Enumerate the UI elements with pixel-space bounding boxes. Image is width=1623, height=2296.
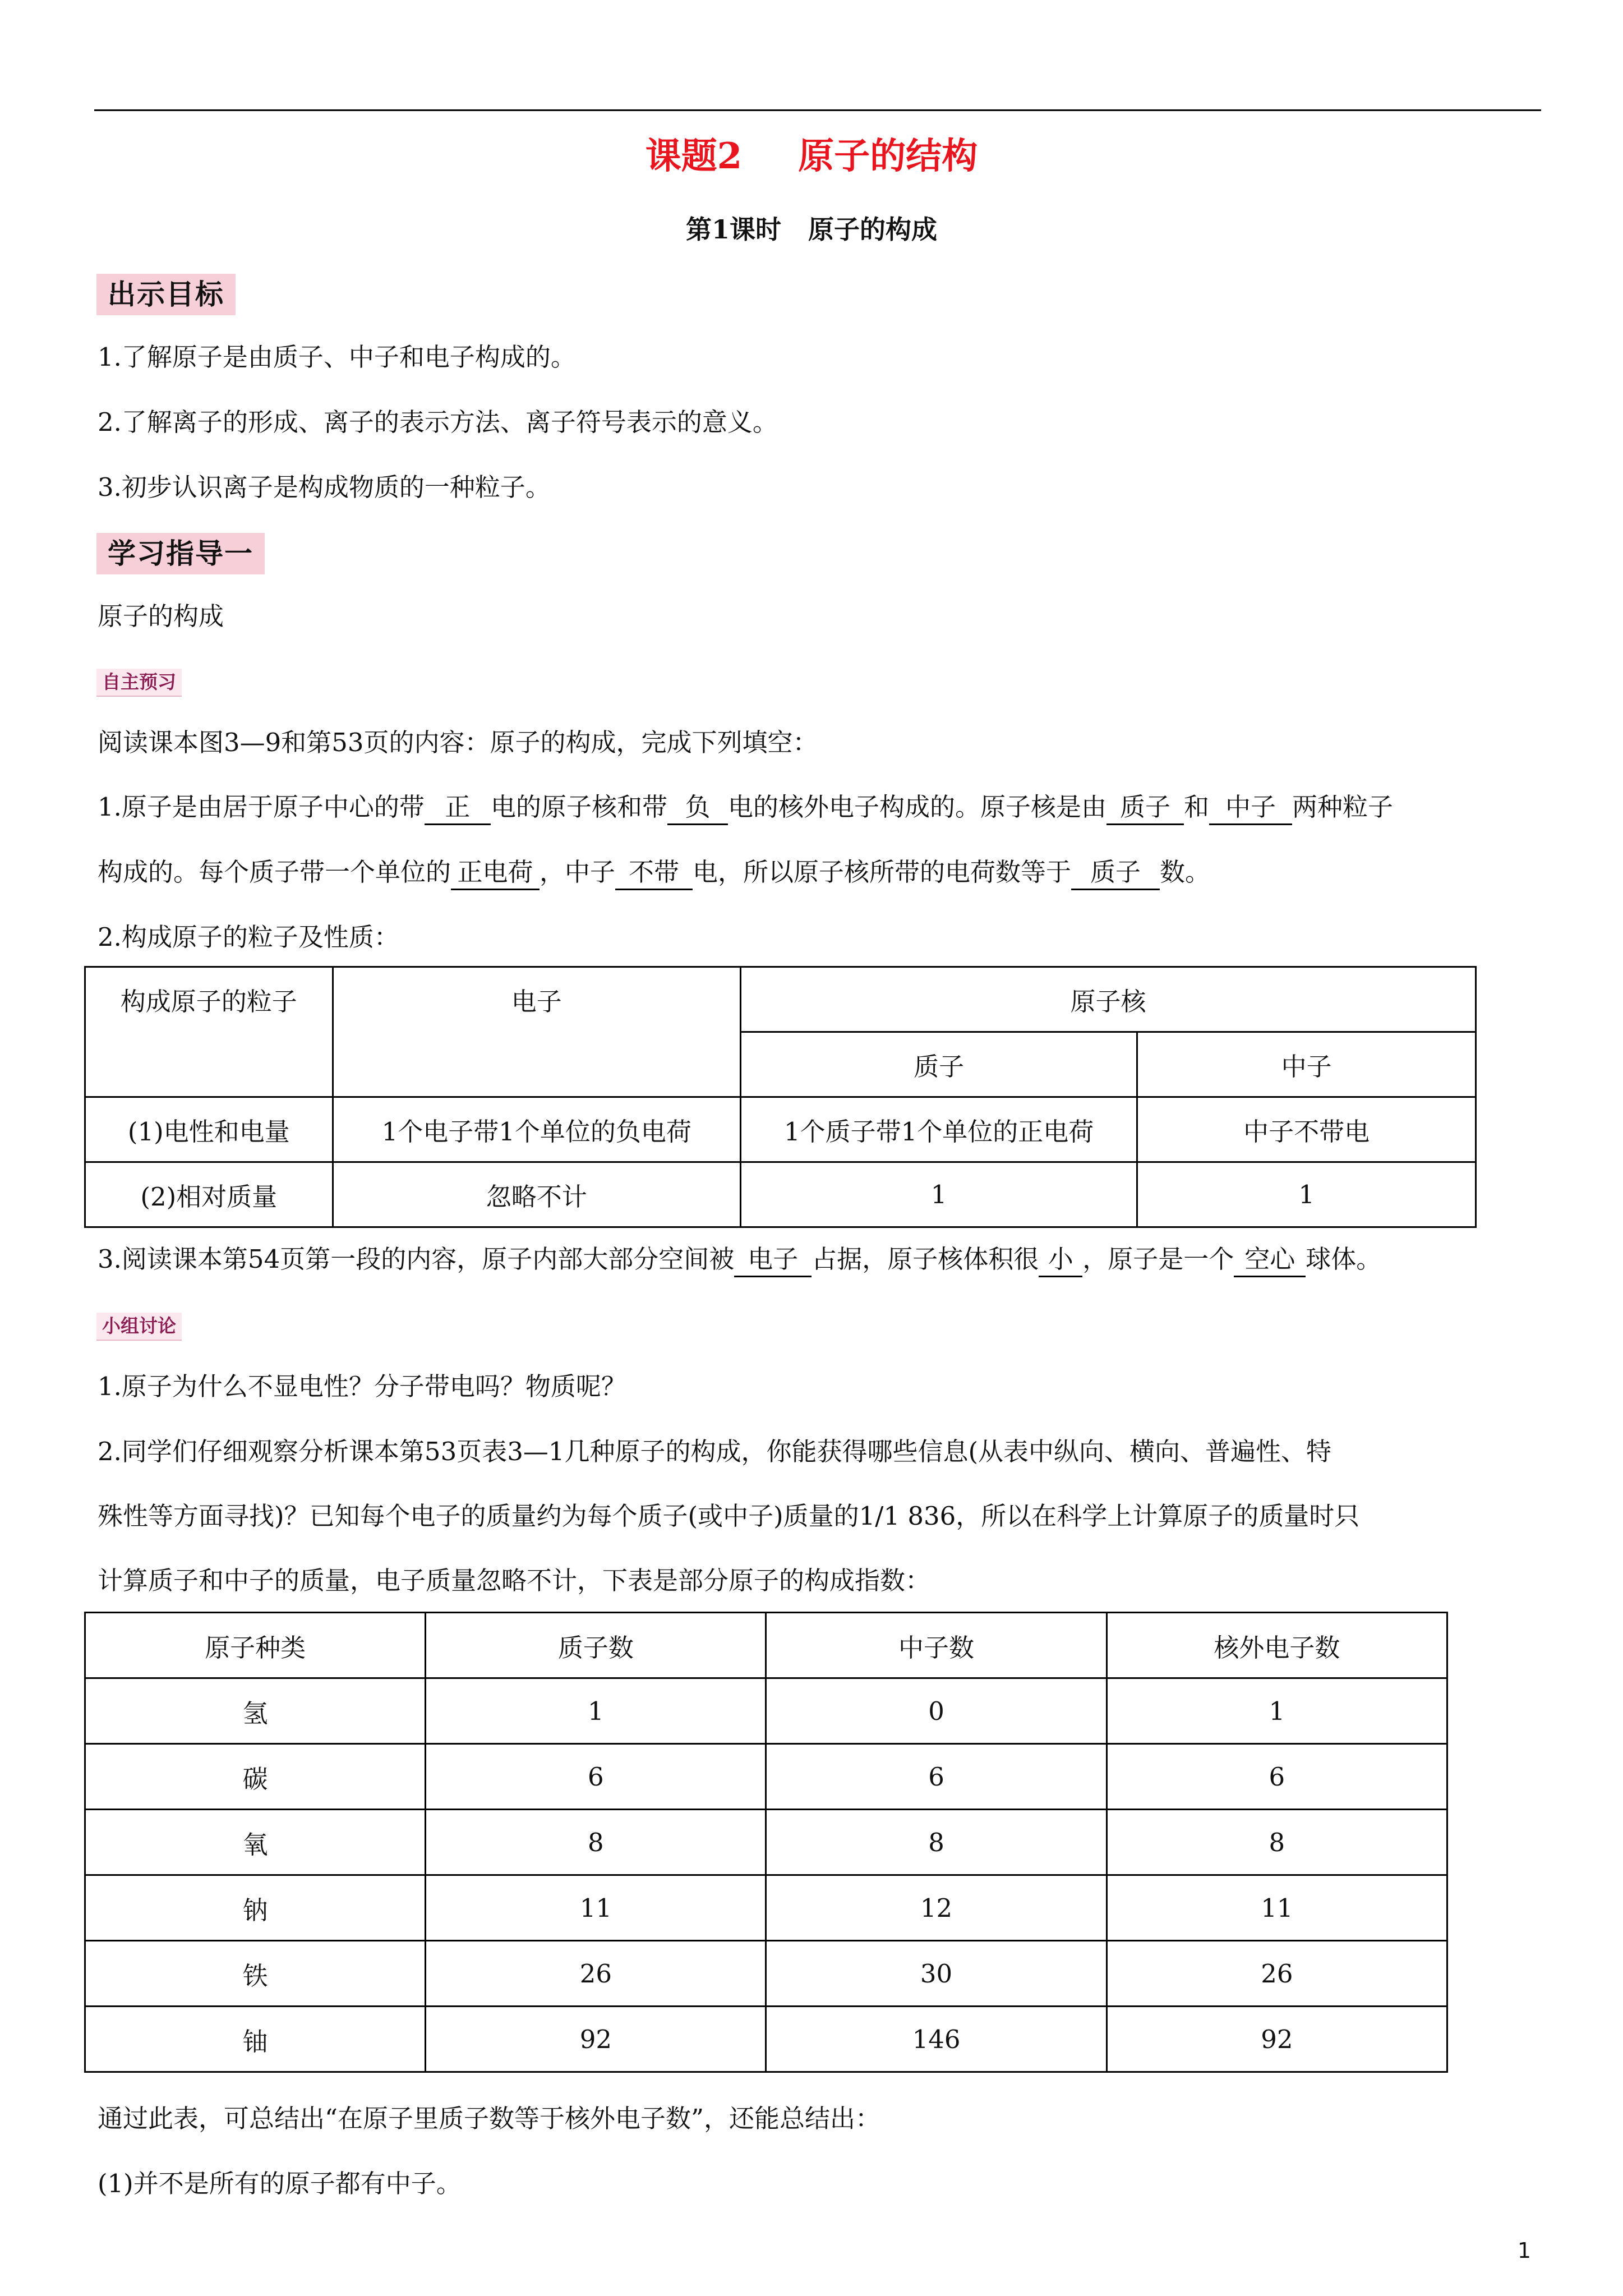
conclusion-1: (1)并不是所有的原子都有中子。 bbox=[98, 2169, 462, 2198]
table2-cell: 6 bbox=[1106, 1744, 1447, 1810]
table2-cell: 氢 bbox=[85, 1678, 426, 1744]
table2-cell: 92 bbox=[426, 2007, 766, 2072]
discussion-2-line-1: 2.同学们仔细观察分析课本第53页表3—1几种原子的构成，你能获得哪些信息(从表中纵向、横向、普遍性、特 bbox=[98, 1437, 1332, 1466]
q1-text-7: ，中子 bbox=[540, 857, 616, 887]
discussion-tag: 小组讨论 bbox=[96, 1313, 182, 1341]
q1-blank-neutron: 中子 bbox=[1209, 791, 1292, 825]
q1-blank-positive-charge: 正电荷 bbox=[451, 856, 540, 890]
goal-item-2: 2.了解离子的形成、离子的表示方法、离子符号表示的意义。 bbox=[98, 407, 778, 437]
page-number: 1 bbox=[1517, 2238, 1531, 2263]
table-row bbox=[85, 1941, 1447, 2007]
table2-cell: 氧 bbox=[85, 1810, 426, 1875]
table2-cell: 12 bbox=[766, 1875, 1106, 1941]
table1-header-neutron: 中子 bbox=[1137, 1032, 1476, 1097]
table2-cell: 铀 bbox=[85, 2007, 426, 2072]
q3-blank-electron: 电子 bbox=[734, 1243, 811, 1277]
q3-text-4: 球体。 bbox=[1306, 1244, 1382, 1274]
question-2: 2.构成原子的粒子及性质： bbox=[98, 922, 399, 952]
table2-cell: 6 bbox=[766, 1744, 1106, 1810]
q1-text-8: 电，所以原子核所带的电荷数等于 bbox=[693, 857, 1072, 887]
goals-badge: 出示目标 bbox=[96, 274, 236, 315]
table-row bbox=[85, 2007, 1447, 2072]
table1-cell: 中子不带电 bbox=[1137, 1097, 1476, 1162]
table1-header-electron: 电子 bbox=[333, 967, 740, 1097]
table-row bbox=[85, 1678, 1447, 1744]
table1-cell: 1个电子带1个单位的负电荷 bbox=[333, 1097, 740, 1162]
table1-cell: 1 bbox=[1137, 1162, 1476, 1227]
question-3 bbox=[98, 1240, 1544, 1279]
table2-cell: 碳 bbox=[85, 1744, 426, 1810]
table1-cell: 1 bbox=[740, 1162, 1137, 1227]
subtitle-period: 第1课时 bbox=[685, 214, 781, 245]
discussion-2-line-3: 计算质子和中子的质量，电子质量忽略不计，下表是部分原子的构成指数： bbox=[98, 1566, 931, 1595]
table2-header-neutrons: 中子数 bbox=[766, 1613, 1106, 1678]
table2-cell: 8 bbox=[1106, 1810, 1447, 1875]
table1-header-particle: 构成原子的粒子 bbox=[85, 967, 333, 1097]
q3-blank-small: 小 bbox=[1039, 1243, 1082, 1277]
q1-text-3: 电的核外电子构成的。原子核是由 bbox=[727, 792, 1106, 822]
table-row bbox=[85, 1875, 1447, 1941]
q3-text-1: 3.阅读课本第54页第一段的内容，原子内部大部分空间被 bbox=[98, 1244, 735, 1274]
table2-cell: 铁 bbox=[85, 1941, 426, 2007]
table2-header-protons: 质子数 bbox=[426, 1613, 766, 1678]
question-1-line-2 bbox=[98, 853, 1544, 892]
table1-header-nucleus: 原子核 bbox=[740, 967, 1476, 1032]
table2-cell: 146 bbox=[766, 2007, 1106, 2072]
q1-blank-positive: 正 bbox=[425, 791, 491, 825]
table2-cell: 1 bbox=[426, 1678, 766, 1744]
atom-composition-table bbox=[84, 1612, 1448, 2073]
table2-cell: 8 bbox=[766, 1810, 1106, 1875]
q1-blank-proton-count: 质子 bbox=[1071, 856, 1160, 890]
q1-text-2: 电的原子核和带 bbox=[490, 792, 667, 822]
table2-cell: 11 bbox=[426, 1875, 766, 1941]
table2-cell: 1 bbox=[1106, 1678, 1447, 1744]
table-row bbox=[85, 1810, 1447, 1875]
table-row bbox=[85, 1162, 1476, 1227]
preview-intro: 阅读课本图3—9和第53页的内容：原子的构成，完成下列填空： bbox=[98, 728, 818, 757]
summary-text: 通过此表，可总结出“在原子里质子数等于核外电子数”，还能总结出： bbox=[98, 2104, 881, 2133]
q1-text-1: 1.原子是由居于原子中心的带 bbox=[98, 792, 425, 822]
goal-item-1: 1.了解原子是由质子、中子和电子构成的。 bbox=[98, 342, 576, 372]
page-title bbox=[0, 131, 1623, 182]
goal-item-3: 3.初步认识离子是构成物质的一种粒子。 bbox=[98, 472, 551, 502]
table2-cell: 钠 bbox=[85, 1875, 426, 1941]
table2-header-atom: 原子种类 bbox=[85, 1613, 426, 1678]
table2-cell: 92 bbox=[1106, 2007, 1447, 2072]
guide1-badge: 学习指导一 bbox=[96, 533, 265, 574]
discussion-1: 1.原子为什么不显电性？分子带电吗？物质呢？ bbox=[98, 1372, 626, 1401]
subtitle-topic: 原子的构成 bbox=[808, 214, 937, 245]
table1-cell: (1)电性和电量 bbox=[85, 1097, 333, 1162]
q3-text-2: 占据，原子核体积很 bbox=[811, 1244, 1039, 1274]
table2-cell: 6 bbox=[426, 1744, 766, 1810]
q1-blank-negative: 负 bbox=[667, 791, 728, 825]
q1-text-9: 数。 bbox=[1160, 857, 1211, 887]
table1-cell: (2)相对质量 bbox=[85, 1162, 333, 1227]
q1-blank-proton: 质子 bbox=[1106, 791, 1184, 825]
table2-cell: 11 bbox=[1106, 1875, 1447, 1941]
table1-header-proton: 质子 bbox=[740, 1032, 1137, 1097]
q1-text-5: 两种粒子 bbox=[1292, 792, 1393, 822]
preview-tag: 自主预习 bbox=[96, 669, 182, 697]
question-1-line-1 bbox=[98, 788, 1544, 827]
q1-text-6: 构成的。每个质子带一个单位的 bbox=[98, 857, 451, 887]
discussion-2-line-2: 殊性等方面寻找)？已知每个电子的质量约为每个质子(或中子)质量的1/1 836，所以在科学上计算原子的质量时只 bbox=[98, 1501, 1360, 1531]
table1-cell: 1个质子带1个单位的正电荷 bbox=[740, 1097, 1137, 1162]
particle-properties-table bbox=[84, 966, 1477, 1228]
q3-blank-hollow: 空心 bbox=[1234, 1243, 1306, 1277]
table2-cell: 8 bbox=[426, 1810, 766, 1875]
q1-blank-no-charge: 不带 bbox=[615, 856, 693, 890]
q1-text-4: 和 bbox=[1183, 792, 1209, 822]
table1-cell: 忽略不计 bbox=[333, 1162, 740, 1227]
title-lesson-number: 课题2 bbox=[645, 135, 743, 177]
guide1-heading: 原子的构成 bbox=[98, 601, 224, 631]
table2-cell: 30 bbox=[766, 1941, 1106, 2007]
table2-cell: 26 bbox=[426, 1941, 766, 2007]
table-row bbox=[85, 1744, 1447, 1810]
page-subtitle bbox=[0, 210, 1623, 249]
table-row bbox=[85, 1097, 1476, 1162]
table2-header-electrons: 核外电子数 bbox=[1106, 1613, 1447, 1678]
table2-cell: 0 bbox=[766, 1678, 1106, 1744]
title-topic: 原子的结构 bbox=[798, 135, 978, 177]
table2-cell: 26 bbox=[1106, 1941, 1447, 2007]
header-rule bbox=[94, 109, 1541, 111]
q3-text-3: ，原子是一个 bbox=[1082, 1244, 1234, 1274]
